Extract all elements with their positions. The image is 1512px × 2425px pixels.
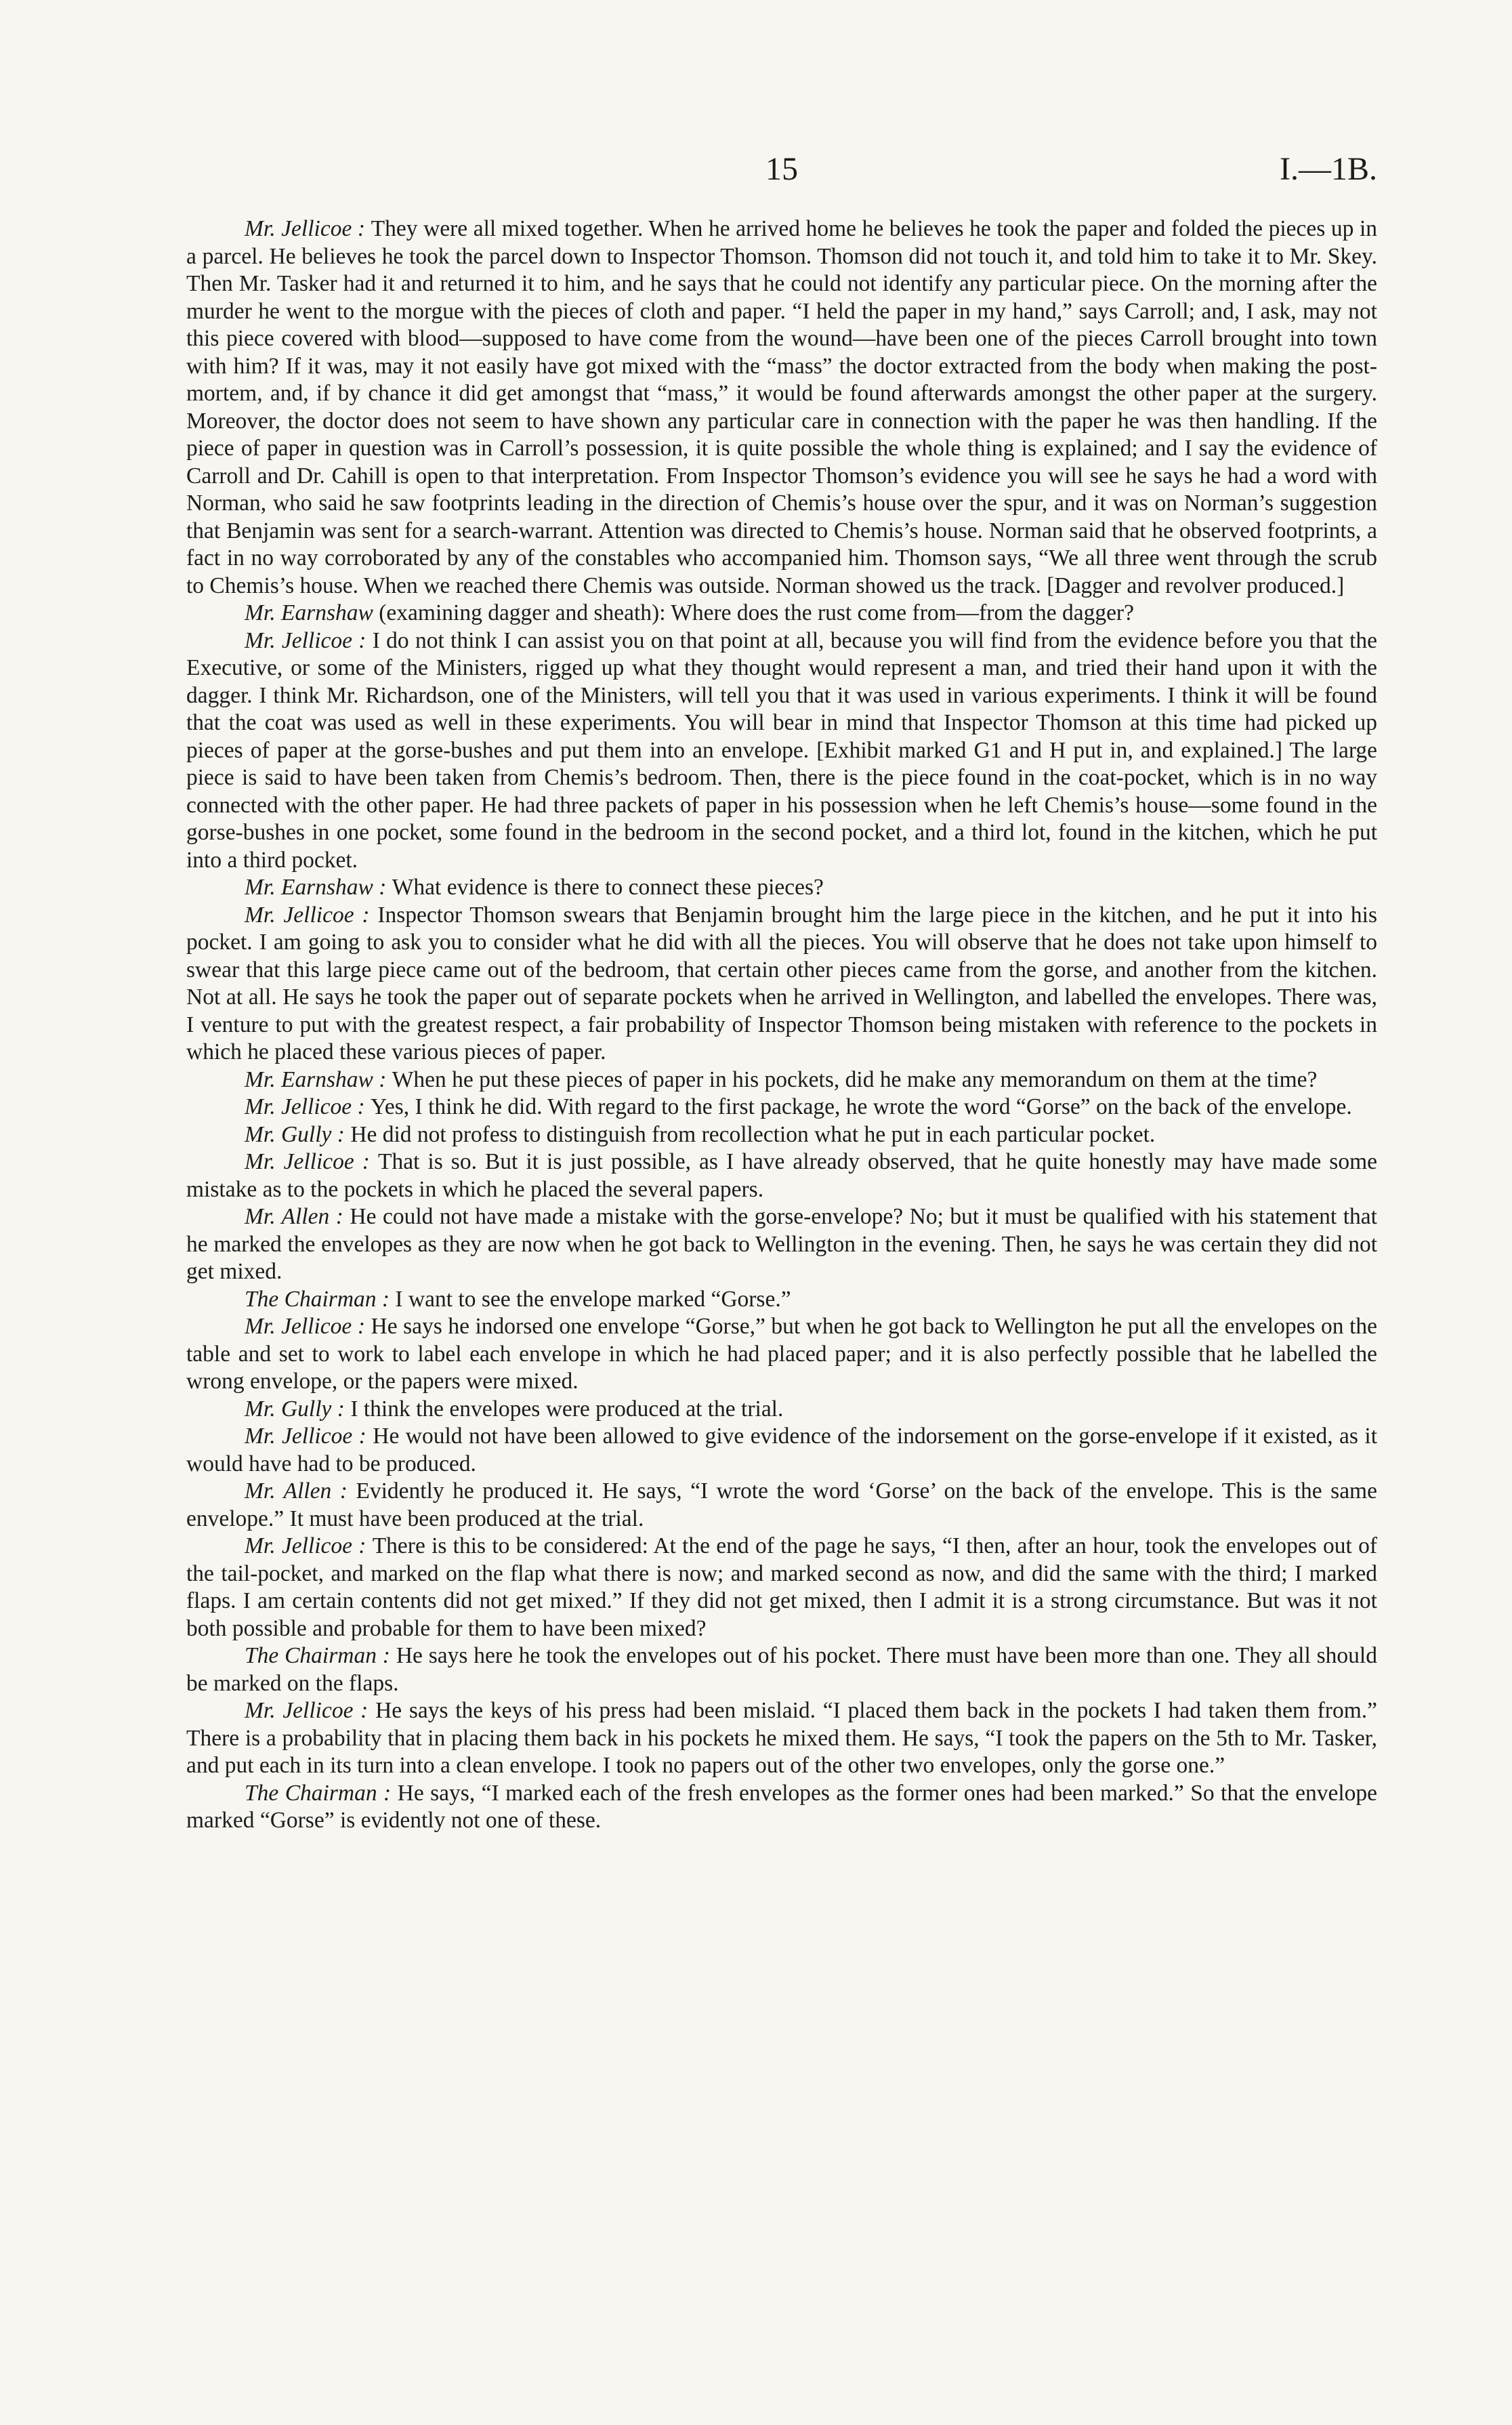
paragraph bbox=[186, 1533, 1377, 1642]
speaker-name: Mr. Jellicoe : bbox=[245, 627, 366, 653]
paragraph-text: He says here he took the envelopes out of his pocket. There must have been more than one. They all should be marked on the flaps. bbox=[186, 1643, 1377, 1696]
speaker-name: The Chairman : bbox=[245, 1643, 390, 1668]
paragraph-text: That is so. But it is just possible, as I have already observed, that he quite honestly may have made some mistake as to the pockets in which he placed the several papers. bbox=[186, 1149, 1378, 1202]
paper-reference: I.—1B. bbox=[1280, 151, 1377, 187]
speaker-name: Mr. Jellicoe : bbox=[245, 1698, 369, 1723]
paragraph bbox=[186, 1642, 1377, 1697]
paragraph bbox=[186, 1203, 1377, 1286]
paragraph-text: He did not profess to distinguish from recollection what he put in each particular pocket. bbox=[350, 1121, 1156, 1147]
paragraph-text: I want to see the envelope marked “Gorse.” bbox=[395, 1286, 791, 1312]
speaker-name: Mr. Jellicoe : bbox=[245, 1094, 365, 1119]
speaker-name: Mr. Gully : bbox=[245, 1396, 345, 1422]
paragraph bbox=[186, 1094, 1377, 1121]
paragraph bbox=[186, 1780, 1377, 1835]
paragraph-text: I do not think I can assist you on that point at all, because you will find from the evidence before you that the Executive, or some of the Ministers, rigged up what they thought would represent a man, and tried their hand upon it with the dagger. I think Mr. Richardson, one of the Ministers, will tell you that it was used in various experiments. I think it will be found that the coat was used as well in these experiments. You will bear in mind that Inspector Thomson at this time had picked up pieces of paper at the gorse-bushes and put them into an envelope. [Exhibit marked G1 and H put in, and explained.] The large piece is said to have been taken from Chemis’s bedroom. Then, there is the piece found in the coat-pocket, which is in no way connected with the other paper. He had three packets of paper in his possession when he left Chemis’s house—some found in the gorse-bushes in one pocket, some found in the bedroom in the second pocket, and a third lot, found in the kitchen, which he put into a third pocket. bbox=[186, 627, 1377, 873]
speaker-name: Mr. Jellicoe : bbox=[245, 1314, 365, 1339]
paragraph-text: (examining dagger and sheath): Where does the rust come from—from the dagger? bbox=[379, 600, 1134, 625]
paragraph-text: He says the keys of his press had been mislaid. “I placed them back in the pockets I had taken them from.” There is a probability that in placing them back in his pockets he mixed them. He says, “I took the papers on the 5th to Mr. Tasker, and put each in its turn into a clean envelope. I took no papers out of the other two envelopes, only the gorse one.” bbox=[186, 1698, 1377, 1778]
speaker-name: Mr. Jellicoe : bbox=[245, 902, 370, 928]
paragraph bbox=[186, 1121, 1377, 1149]
paragraph-text: What evidence is there to connect these pieces? bbox=[392, 875, 824, 900]
paragraph bbox=[186, 1148, 1377, 1203]
paragraph bbox=[186, 902, 1377, 1066]
paragraph-text: He says, “I marked each of the fresh envelopes as the former ones had been marked.” So that the envelope marked “Gorse” is evidently not one of these. bbox=[186, 1780, 1377, 1833]
page-header bbox=[186, 150, 1377, 191]
paragraph-text: He could not have made a mistake with the gorse-envelope? No; but it must be qualified with his statement that he marked the envelopes as they are now when he got back to Wellington in the evening. Then, he says he was certain they did not get mixed. bbox=[186, 1204, 1377, 1284]
speaker-name: Mr. Jellicoe : bbox=[245, 1533, 366, 1558]
paragraph bbox=[186, 627, 1377, 875]
paragraph bbox=[186, 600, 1377, 627]
paragraph-text: Evidently he produced it. He says, “I wrote the word ‘Gorse’ on the back of the envelope. This is the same envelope.” It must have been produced at the trial. bbox=[186, 1478, 1377, 1531]
paragraph-text: I think the envelopes were produced at the trial. bbox=[350, 1396, 784, 1422]
paragraph-text: He would not have been allowed to give evidence of the indorsement on the gorse-envelope if it existed, as it would have had to be produced. bbox=[186, 1424, 1378, 1476]
paragraph bbox=[186, 1697, 1377, 1780]
paragraph bbox=[186, 215, 1377, 600]
paragraph-text: Inspector Thomson swears that Benjamin brought him the large piece in the kitchen, and he put it into his pocket. I am going to ask you to consider what he did with all the pieces. You will observe that he does not take upon himself to swear that this large piece came out of the bedroom, that certain other pieces came from the gorse, and another from the kitchen. Not at all. He says he took the paper out of separate pockets when he arrived in Wellington, and labelled the envelopes. There was, I venture to put with the greatest respect, a fair probability of Inspector Thomson being mistaken with reference to the pockets in which he placed these various pieces of paper. bbox=[186, 902, 1377, 1064]
speaker-name: Mr. Earnshaw : bbox=[245, 875, 387, 900]
paragraph bbox=[186, 1066, 1377, 1094]
paragraph-text: They were all mixed together. When he arrived home he believes he took the paper and folded the pieces up in a parcel. He believes he took the parcel down to Inspector Thomson. Thomson did not touch it, and told him to take it to Mr. Skey. Then Mr. Tasker had it and returned it to him, and he says that he could not identify any particular piece. On the morning after the murder he went to the morgue with the pieces of cloth and paper. “I held the paper in my hand,” says Carroll; and, I ask, may not this piece covered with blood—supposed to have come from the wound—have been one of the pieces Carroll brought into town with him? If it was, may it not easily have got mixed with the “mass” the doctor extracted from the body when making the post-mortem, and, if by chance it did get amongst that “mass,” it would be found afterwards amongst the other paper at the surgery. Moreover, the doctor does not seem to have shown any particular care in connection with the paper he was then handling. If the piece of paper in question was in Carroll’s possession, it is quite possible the whole thing is explained; and I say the evidence of Carroll and Dr. Cahill is open to that interpretation. From Inspector Thomson’s evidence you will see he says he had a word with Norman, who said he saw footprints leading in the direction of Chemis’s house over the spur, and it was on Norman’s suggestion that Benjamin was sent for a search-warrant. Attention was directed to Chemis’s house. Norman said that he observed footprints, a fact in no way corroborated by any of the constables who accompanied him. Thomson says, “We all three went through the scrub to Chemis’s house. When we reached there Chemis was outside. Norman showed us the track. [Dagger and revolver produced.] bbox=[186, 216, 1378, 598]
paragraph bbox=[186, 1423, 1377, 1478]
speaker-name: Mr. Earnshaw bbox=[245, 600, 373, 625]
speaker-name: The Chairman : bbox=[245, 1780, 392, 1806]
speaker-name: Mr. Allen : bbox=[245, 1478, 348, 1504]
paragraph-text: Yes, I think he did. With regard to the first package, he wrote the word “Gorse” on the back of the envelope. bbox=[371, 1094, 1352, 1119]
paragraph-text: He says he indorsed one envelope “Gorse,” but when he got back to Wellington he put all the envelopes on the table and set to work to label each envelope in which he had placed paper; and it is also perfectly possible that he labelled the wrong envelope, or the papers were mixed. bbox=[186, 1314, 1378, 1394]
paragraph bbox=[186, 1313, 1377, 1396]
paragraph bbox=[186, 874, 1377, 902]
speaker-name: Mr. Jellicoe : bbox=[245, 216, 366, 241]
speaker-name: Mr. Gully : bbox=[245, 1121, 345, 1147]
speaker-name: Mr. Earnshaw : bbox=[245, 1066, 387, 1092]
speaker-name: The Chairman : bbox=[245, 1286, 390, 1312]
page-number: 15 bbox=[765, 151, 798, 187]
speaker-name: Mr. Allen : bbox=[245, 1204, 343, 1229]
speaker-name: Mr. Jellicoe : bbox=[245, 1424, 366, 1449]
paragraph bbox=[186, 1396, 1377, 1424]
document-body bbox=[186, 215, 1377, 1835]
paragraph bbox=[186, 1286, 1377, 1314]
paragraph-text: There is this to be considered: At the end of the page he says, “I then, after an hour, took the envelopes out of the tail-pocket, and marked on the flap what there is now; and marked second as now, and did the same with the third; I marked flaps. I am certain contents did not get mixed.” If they did not get mixed, then I admit it is a strong circumstance. But was it not both possible and probable for them to have been mixed? bbox=[186, 1533, 1377, 1641]
paragraph bbox=[186, 1478, 1377, 1533]
paragraph-text: When he put these pieces of paper in his pockets, did he make any memorandum on them at the time? bbox=[392, 1066, 1318, 1092]
speaker-name: Mr. Jellicoe : bbox=[245, 1149, 370, 1174]
